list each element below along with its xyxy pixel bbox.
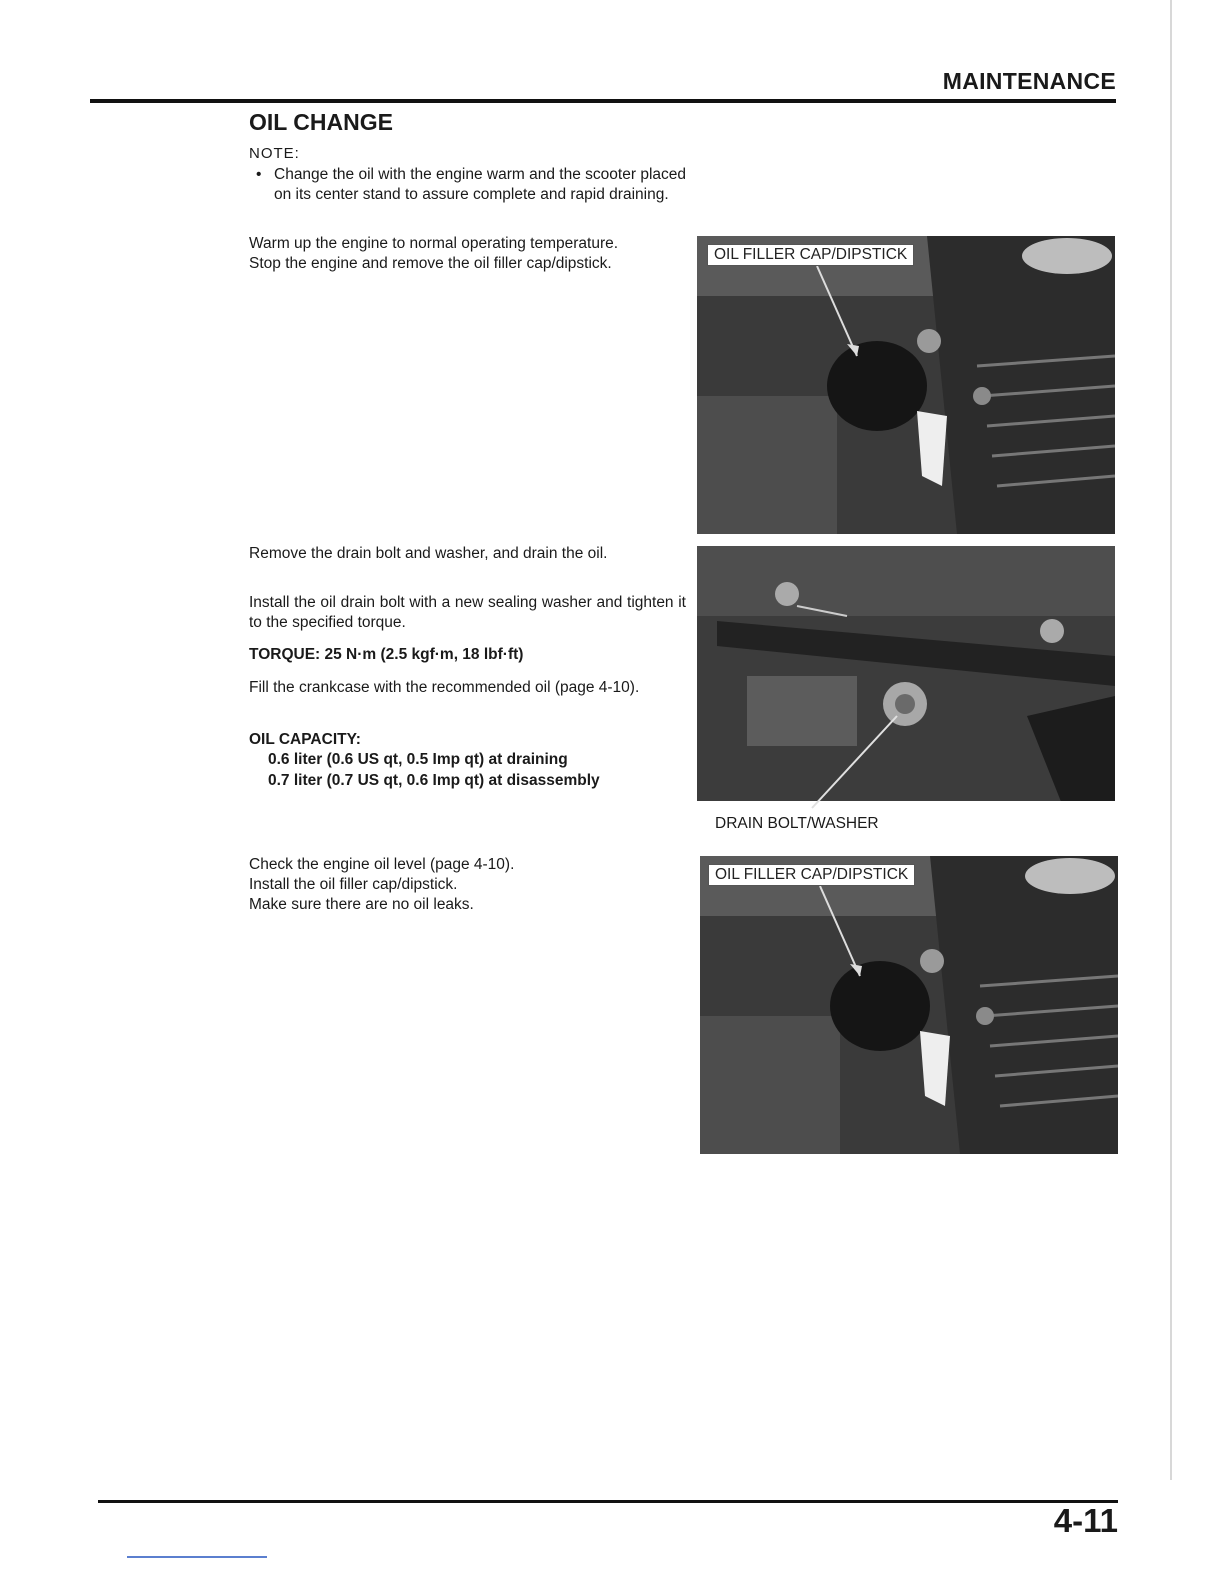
- blue-underline: [127, 1556, 267, 1558]
- bullet-dot: •: [256, 166, 262, 183]
- figure-drain-bolt: [697, 546, 1115, 842]
- note-text: Change the oil with the engine warm and the scooter placed on its center stand to assure complete and rapid draining.: [274, 166, 686, 203]
- fig2-label: DRAIN BOLT/WASHER: [715, 815, 879, 832]
- oil-capacity-label: OIL CAPACITY:: [249, 731, 361, 748]
- figure-oil-filler-cap-install: [700, 856, 1118, 1154]
- step2-fill: Fill the crankcase with the recommended oil (page 4-10).: [249, 679, 640, 696]
- note-label: NOTE:: [249, 145, 300, 162]
- header-rule: [90, 99, 1116, 103]
- page-title: OIL CHANGE: [249, 109, 393, 135]
- step1-remove-cap: Stop the engine and remove the oil filler cap/dipstick.: [249, 255, 612, 272]
- torque-spec: TORQUE: 25 N·m (2.5 kgf·m, 18 lbf·ft): [249, 646, 524, 663]
- figure-oil-filler-cap: [697, 236, 1115, 534]
- step2-install: Install the oil drain bolt with a new sealing washer and tighten it to the specified torque.: [249, 594, 686, 631]
- scan-edge: [1170, 0, 1172, 1480]
- engine-photo-2: [697, 546, 1115, 842]
- step3-check-leaks: Make sure there are no oil leaks.: [249, 896, 474, 913]
- engine-photo-3: [700, 856, 1118, 1154]
- step1-warm-up: Warm up the engine to normal operating temperature.: [249, 235, 619, 252]
- step1-paragraph: [249, 234, 686, 274]
- footer-rule: [98, 1500, 1118, 1503]
- capacity-disassembly: 0.7 liter (0.7 US qt, 0.6 Imp qt) at disassembly: [268, 772, 600, 789]
- page-number: 4-11: [1053, 1502, 1118, 1539]
- fig1-label: OIL FILLER CAP/DIPSTICK: [707, 244, 914, 266]
- step3-install-cap: Install the oil filler cap/dipstick.: [249, 876, 458, 893]
- step3-paragraph: [249, 855, 669, 915]
- fig3-label: OIL FILLER CAP/DIPSTICK: [708, 864, 915, 886]
- note-bullet: [256, 165, 686, 205]
- step2-drain: Remove the drain bolt and washer, and drain the oil.: [249, 545, 608, 562]
- section-header: MAINTENANCE: [942, 68, 1116, 94]
- engine-photo-1: [697, 236, 1115, 534]
- capacity-draining: 0.6 liter (0.6 US qt, 0.5 Imp qt) at draining: [268, 751, 568, 768]
- step3-check-level: Check the engine oil level (page 4-10).: [249, 856, 515, 873]
